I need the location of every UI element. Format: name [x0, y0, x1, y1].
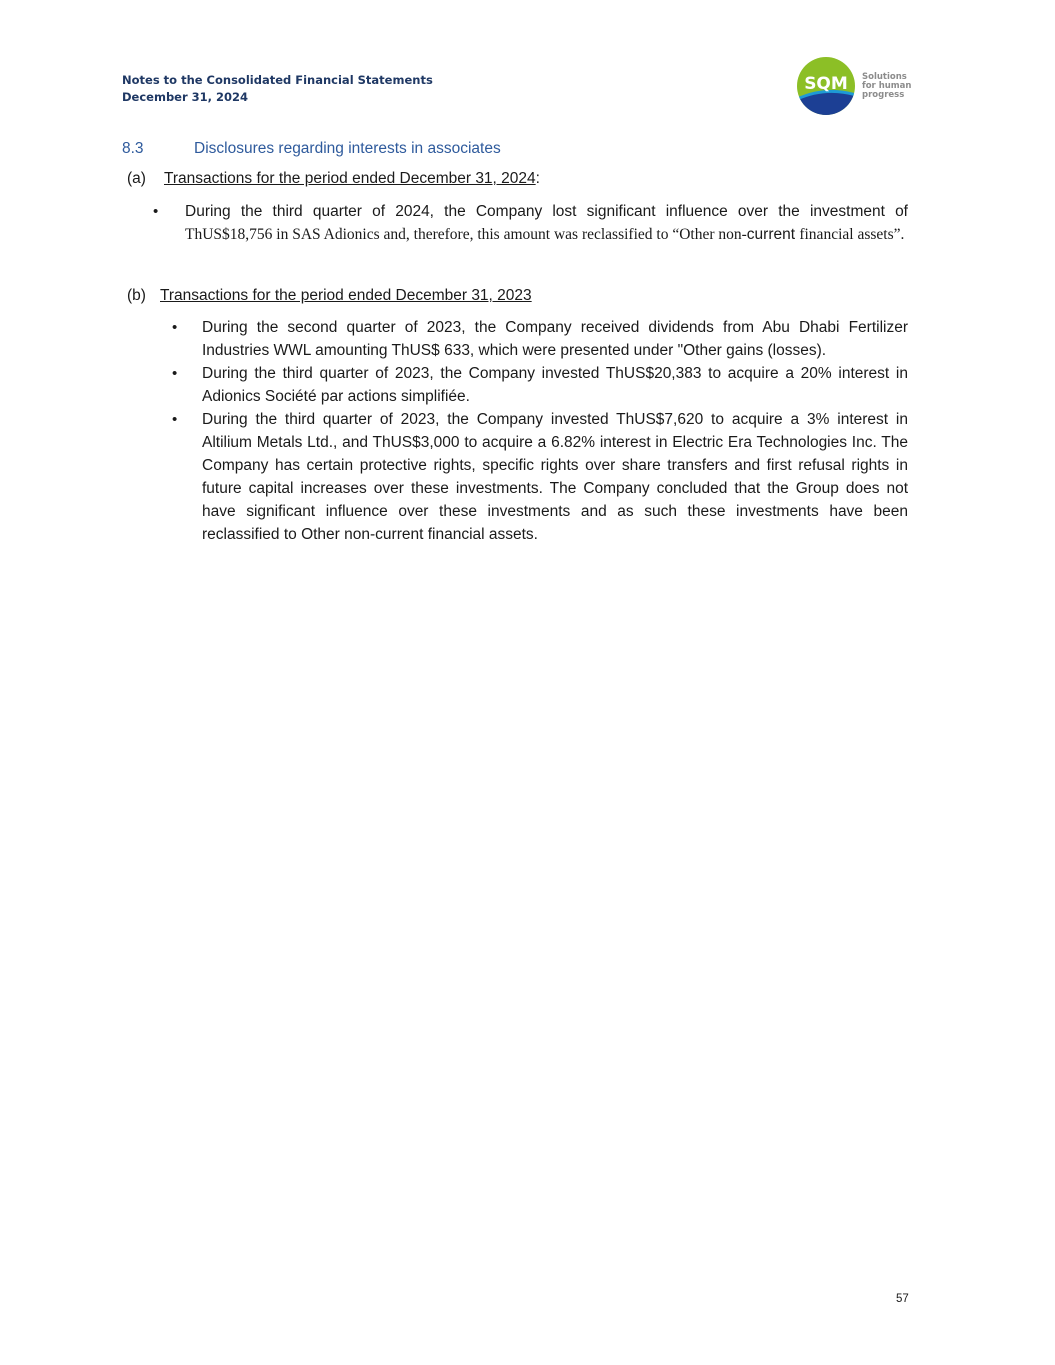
bullet-text: During the second quarter of 2023, the Company received dividends from Abu Dhabi Fertilizer Industries WWL amounting ThUS$ 633, which were presented under "Other gains (losses). [202, 319, 908, 359]
subsection-b-title: Transactions for the period ended December 31, 2023 [160, 287, 532, 304]
bullet-text: During the third quarter of 2023, the Company invested ThUS$7,620 to acquire a 3% interest in Altilium Metals Ltd., and ThUS$3,000 to acquire a 6.82% interest in Electric Era Technologies Inc. The Company has certain protective rights, specific rights over share transfers and first refusal rights in future capital increases over these investments. The Company concluded that the Group does not have significant influence over these investments and as such these investments have been reclassified to Other non-current financial assets. [202, 411, 908, 543]
bullet-text-serif: financial assets”. [799, 226, 905, 243]
bullet-icon: • [172, 411, 178, 428]
header-title-line: Notes to the Consolidated Financial Statements [122, 73, 433, 87]
logo-tagline-line: for human [862, 81, 912, 91]
sqm-logo-mark [796, 56, 858, 116]
list-item [153, 200, 908, 246]
list-item [172, 362, 908, 408]
bullet-text: During the third quarter of 2024, the Company lost significant influence over the investment of [185, 203, 908, 220]
sqm-logo [796, 56, 916, 116]
bullet-text: During the third quarter of 2023, the Company invested ThUS$20,383 to acquire a 20% interest in Adionics Société par actions simplifiée. [202, 365, 908, 405]
logo-tagline [862, 73, 922, 100]
subsection-a-heading [127, 170, 540, 188]
subsection-b-label: (b) [127, 287, 146, 304]
section-heading [122, 140, 501, 158]
document-header [122, 72, 433, 106]
bullet-icon: • [153, 203, 159, 220]
subsection-b-heading [127, 287, 532, 305]
subsection-b-list [172, 316, 908, 546]
bullet-text-serif: ThUS$18,756 in SAS Adionics and, therefore, this amount was reclassified to “Other non- [185, 226, 747, 243]
logo-tagline-line: Solutions [862, 72, 907, 82]
bullet-icon: • [172, 365, 178, 382]
bullet-text: current [746, 226, 796, 243]
subsection-a-title: Transactions for the period ended December 31, 2024 [164, 170, 536, 187]
logo-tagline-line: progress [862, 90, 905, 100]
subsection-a-suffix: : [535, 170, 540, 187]
page-number: 57 [896, 1293, 909, 1305]
logo-mark-text: SQM [804, 74, 848, 94]
list-item [172, 316, 908, 362]
bullet-icon: • [172, 319, 178, 336]
header-date-line: December 31, 2024 [122, 90, 249, 104]
subsection-a-list [153, 200, 908, 246]
section-title: Disclosures regarding interests in associates [194, 140, 501, 157]
list-item [172, 408, 908, 546]
section-number: 8.3 [122, 140, 144, 157]
subsection-a-label: (a) [127, 170, 146, 187]
